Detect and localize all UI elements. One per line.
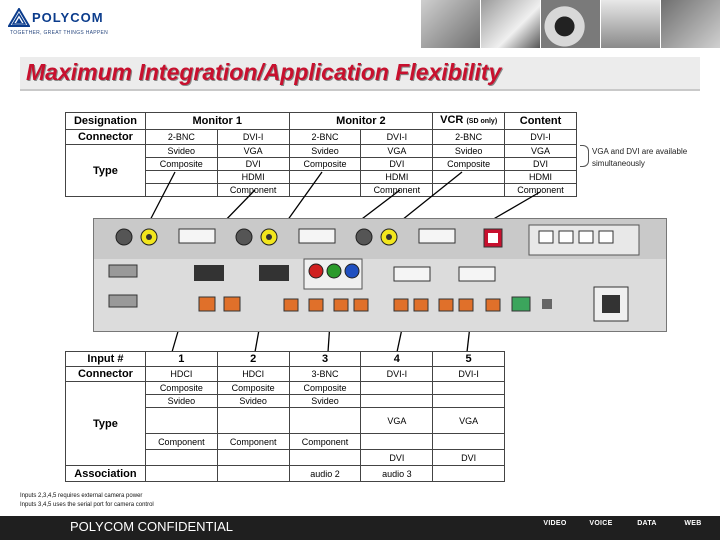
footer-tabs [532, 520, 716, 527]
table-cell: audio 3 [361, 466, 433, 482]
polycom-logo-icon [8, 8, 30, 30]
footer-tab-video: VIDEO [543, 520, 567, 527]
footnote: Inputs 2,3,4,5 requires external camera power [20, 493, 143, 499]
table-cell [433, 171, 505, 184]
brace-icon [580, 145, 589, 167]
table-cell: DVI [433, 450, 505, 466]
table-row [66, 145, 577, 158]
table-cell [433, 184, 505, 197]
table-cell [289, 184, 361, 197]
note-text: VGA and DVI are available simultaneously [592, 147, 688, 168]
table-cell: VGA [361, 408, 433, 434]
table-cell: DVI [217, 158, 289, 171]
table-cell: VGA [217, 145, 289, 158]
logo-text: POLYCOM [32, 10, 104, 25]
header-photo [600, 0, 660, 48]
header-content: Content [505, 113, 577, 130]
footer-tab-voice: VOICE [589, 520, 613, 527]
table-cell: Composite [145, 158, 217, 171]
header-input: 1 [145, 352, 217, 367]
table-cell: Component [217, 184, 289, 197]
table-cell: Component [217, 434, 289, 450]
footer-tab-web: WEB [684, 520, 702, 527]
table-cell [145, 184, 217, 197]
header-input: 4 [361, 352, 433, 367]
table-cell: DVI-I [361, 130, 433, 145]
table-cell: Svideo [289, 145, 361, 158]
table-cell: HDCI [217, 367, 289, 382]
row-label-connector: Connector [66, 130, 146, 145]
input-spec-table [65, 351, 505, 482]
header-designation: Designation [66, 113, 146, 130]
table-cell: DVI [361, 158, 433, 171]
header-photo [540, 0, 600, 48]
table-cell: DVI-I [505, 130, 577, 145]
table-row [66, 130, 577, 145]
table-cell [217, 466, 289, 482]
table-cell [361, 382, 433, 395]
table-cell [289, 408, 361, 434]
table-cell [361, 434, 433, 450]
table-row [66, 367, 505, 382]
table-cell: Svideo [145, 145, 217, 158]
table-cell [145, 171, 217, 184]
table-cell: DVI [361, 450, 433, 466]
header-input-number: Input # [66, 352, 146, 367]
table-cell [145, 450, 217, 466]
table-cell: VGA [361, 145, 433, 158]
header-monitor-2: Monitor 2 [289, 113, 433, 130]
table-cell: VGA [505, 145, 577, 158]
table-cell [433, 434, 505, 450]
table-cell: audio 2 [289, 466, 361, 482]
table-cell [433, 395, 505, 408]
footnote: Inputs 3,4,5 uses the serial port for camera control [20, 502, 154, 508]
table-cell: 2-BNC [289, 130, 361, 145]
footnotes [20, 492, 154, 510]
table-row [66, 352, 505, 367]
table-cell [217, 450, 289, 466]
table-cell: Svideo [217, 395, 289, 408]
header-vcr [433, 113, 505, 130]
row-label-type: Type [66, 145, 146, 197]
table-row [66, 466, 505, 482]
table-cell: Composite [217, 382, 289, 395]
header [0, 0, 720, 48]
table-cell: DVI-I [433, 367, 505, 382]
table-cell [433, 382, 505, 395]
table-cell [289, 171, 361, 184]
table-cell [433, 466, 505, 482]
footer-tab-data: DATA [637, 520, 657, 527]
header-photo [420, 0, 480, 48]
table-row [66, 113, 577, 130]
header-photo [480, 0, 540, 48]
table-cell: VGA [433, 408, 505, 434]
header-vcr-sub: (SD only) [466, 118, 498, 125]
table-cell: Component [289, 434, 361, 450]
row-label-association: Association [66, 466, 146, 482]
table-cell: Composite [145, 382, 217, 395]
table-cell [289, 450, 361, 466]
table-cell: Component [145, 434, 217, 450]
table-cell [145, 466, 217, 482]
table-cell: Svideo [145, 395, 217, 408]
header-photo [660, 0, 720, 48]
table-cell: 2-BNC [145, 130, 217, 145]
table-cell: 3-BNC [289, 367, 361, 382]
table-cell: Svideo [433, 145, 505, 158]
table-cell [217, 408, 289, 434]
header-photo-strip [420, 0, 720, 48]
table-cell: DVI [505, 158, 577, 171]
header-input: 3 [289, 352, 361, 367]
table-cell: HDCI [145, 367, 217, 382]
table-cell: DVI-I [217, 130, 289, 145]
output-spec-table [65, 112, 577, 197]
table-row [66, 382, 505, 395]
rear-panel-illustration [93, 218, 667, 332]
table-cell: Component [505, 184, 577, 197]
table-cell: HDMI [361, 171, 433, 184]
header-monitor-1: Monitor 1 [145, 113, 289, 130]
table-cell: HDMI [505, 171, 577, 184]
table-cell: Svideo [289, 395, 361, 408]
header-input: 5 [433, 352, 505, 367]
table-cell: Composite [289, 382, 361, 395]
table-cell: Component [361, 184, 433, 197]
table-cell [361, 395, 433, 408]
confidential-label: POLYCOM CONFIDENTIAL [70, 519, 234, 534]
tagline: TOGETHER, GREAT THINGS HAPPEN [10, 30, 109, 36]
table-cell [145, 408, 217, 434]
rear-panel-drawing [94, 219, 666, 331]
table-cell: HDMI [217, 171, 289, 184]
header-vcr-label: VCR [440, 114, 464, 126]
header-input: 2 [217, 352, 289, 367]
page-title: Maximum Integration/Application Flexibility [26, 59, 502, 85]
row-label-connector: Connector [66, 367, 146, 382]
table-cell: 2-BNC [433, 130, 505, 145]
row-label-type: Type [66, 382, 146, 466]
table-cell: Composite [433, 158, 505, 171]
title-bar [20, 57, 700, 91]
table-cell: Composite [289, 158, 361, 171]
table-cell: DVI-I [361, 367, 433, 382]
